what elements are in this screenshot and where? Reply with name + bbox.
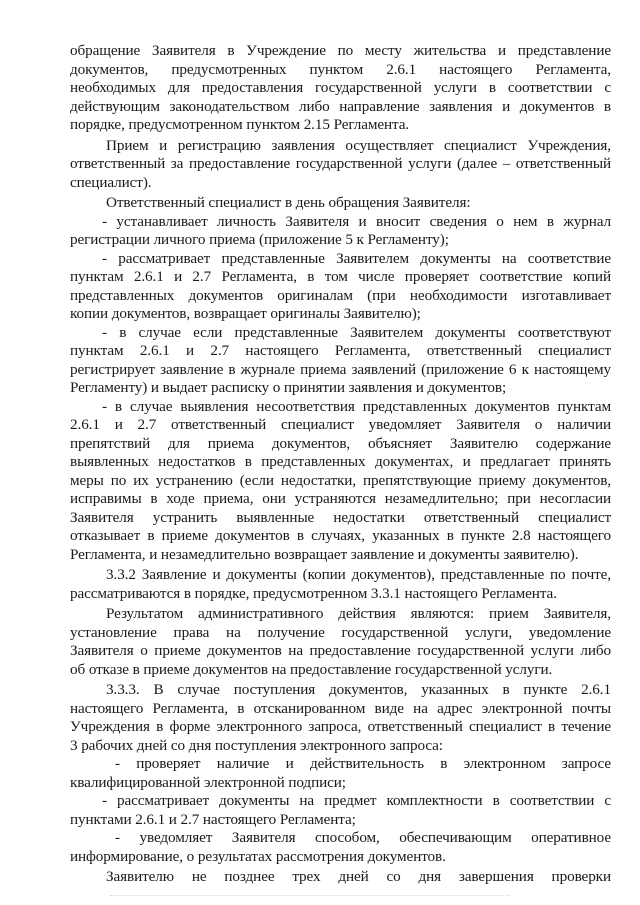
text-line: - рассматривает документы на предмет комплектности в соответствии с bbox=[102, 792, 611, 809]
text-line: Регламенту) и выдает расписку о принятии заявления и документов; bbox=[70, 379, 507, 396]
text-line: Результатом административного действия являются: прием Заявителя, bbox=[106, 605, 611, 622]
text-line: отказывает в приеме документов в случаях, указанных в пункте 2.8 настоящего bbox=[70, 527, 611, 544]
text-line: настоящего Регламента, в отсканированном виде на адрес электронной почты bbox=[70, 699, 611, 717]
text-line: пунктам 2.6.1 и 2.7 настоящего Регламента, ответственный специалист bbox=[70, 342, 611, 359]
text-line: - в случае если представленные Заявителем документы соответствуют bbox=[102, 323, 611, 341]
text-line: Ответственный специалист в день обращения Заявителя: bbox=[106, 194, 471, 211]
text-line: Регламента, и незамедлительно возвращает заявление и документы заявителю). bbox=[70, 545, 579, 563]
text-line: - уведомляет Заявителя способом, обеспечивающим оперативное bbox=[115, 829, 611, 846]
text-line: - устанавливает личность Заявителя и вносит сведения о нем в журнал bbox=[102, 212, 611, 230]
text-line: информирование, о результатах рассмотрения документов. bbox=[70, 847, 446, 865]
text-line: 3.3.3. В случае поступления документов, указанных в пункте 2.6.1 bbox=[106, 681, 611, 698]
text-line: копии документов, возвращает оригиналы Заявителю); bbox=[70, 305, 421, 322]
text-line: - в случае выявления несоответствия представленных документов пунктам bbox=[102, 397, 611, 415]
text-line: выявленных недостатков в представленных документах, и предлагает принять bbox=[70, 453, 611, 470]
text-line: - рассматривает представленные Заявителем документы на соответствие bbox=[102, 249, 611, 267]
text-line: Прием и регистрацию заявления осуществляет специалист Учреждения, bbox=[106, 136, 611, 154]
text-line: пунктами 2.6.1 и 2.7 настоящего Регламента; bbox=[70, 810, 356, 828]
text-line: необходимых для предоставления государственной услуги в соответствии с bbox=[70, 79, 611, 96]
document-body bbox=[70, 42, 611, 887]
text-line: Учреждения в форме электронного запроса, ответственный специалист в течение bbox=[70, 718, 611, 735]
text-line: ответственный за предоставление государственной услуги (далее – ответственный bbox=[70, 155, 611, 172]
text-line: обращение Заявителя в Учреждение по месту жительства и представление bbox=[70, 42, 611, 59]
text-line: Заявителя о приеме документов на предоставление государственной услуги либо bbox=[70, 642, 611, 659]
text-line: меры по их устранению (если недостатки, препятствующие приему документов, bbox=[70, 471, 611, 489]
text-line: установление права на получение государственной услуги, уведомление bbox=[70, 623, 611, 641]
text-line: Заявителю не позднее трех дней со дня завершения проверки bbox=[106, 868, 611, 885]
text-line: регистрации личного приема (приложение 5 к Регламенту); bbox=[70, 231, 449, 248]
text-line: специалист). bbox=[70, 173, 152, 191]
scan-artifact bbox=[110, 895, 510, 897]
text-line: - проверяет наличие и действительность в электронном запросе bbox=[115, 755, 611, 772]
text-line: исправимы в ходе приема, они устраняются незамедлительно; при несогласии bbox=[70, 490, 611, 507]
text-line: квалифицированной электронной подписи; bbox=[70, 773, 346, 791]
text-line: порядке, предусмотренном пунктом 2.15 Регламента. bbox=[70, 116, 410, 133]
text-line: пунктам 2.6.1 и 2.7 Регламента, в том числе проверяет соответствие копий bbox=[70, 268, 611, 285]
text-line: регистрирует заявление в журнале приема заявлений (приложение 6 к настоящему bbox=[70, 360, 611, 378]
text-line: препятствий для приема документов, объясняет Заявителю содержание bbox=[70, 434, 611, 452]
text-line: документов, предусмотренных пунктом 2.6.1 настоящего Регламента, bbox=[70, 60, 611, 78]
text-line: представленных документов оригиналам (при необходимости изготавливает bbox=[70, 286, 611, 304]
text-line: об отказе в приеме документов на предоставление государственной услуги. bbox=[70, 660, 553, 678]
text-line: 3 рабочих дней со дня поступления электронного запроса: bbox=[70, 736, 443, 754]
text-line: рассматриваются в порядке, предусмотренном 3.3.1 настоящего Регламента. bbox=[70, 584, 557, 602]
text-line: действующим законодательством либо направление заявления и документов в bbox=[70, 97, 611, 115]
text-line: 2.6.1 и 2.7 ответственный специалист уведомляет Заявителя о наличии bbox=[70, 416, 611, 433]
text-line: 3.3.2 Заявление и документы (копии документов), представленные по почте, bbox=[106, 566, 611, 583]
text-line: Заявителя устранить выявленные недостатки ответственный специалист bbox=[70, 508, 611, 526]
